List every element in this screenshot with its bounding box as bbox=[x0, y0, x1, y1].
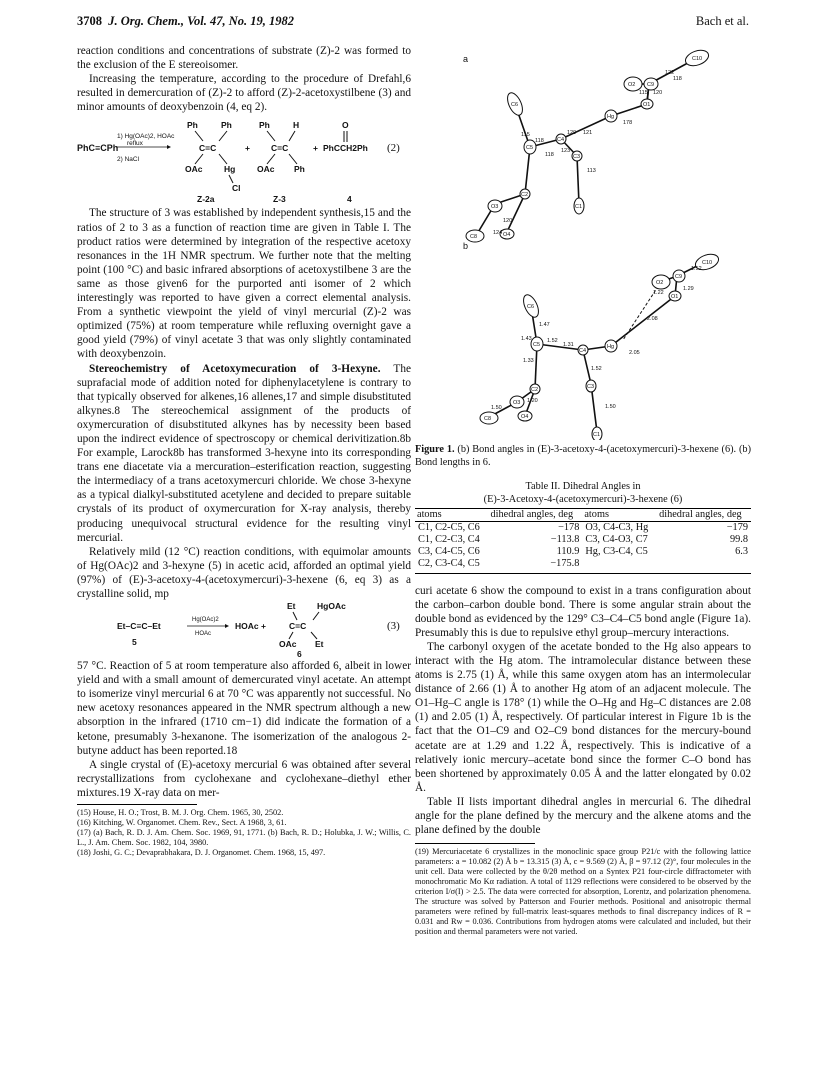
svg-text:+: + bbox=[245, 143, 250, 154]
svg-text:OAc: OAc bbox=[185, 164, 203, 175]
footnotes bbox=[77, 808, 411, 858]
svg-text:113: 113 bbox=[587, 168, 596, 174]
footnote: (19) Mercuriacetate 6 crystallizes in the monoclinic space group P21/c with the following lattice parameters: a = 10.082 (2) Å b = 13.315 (3) Å, c = 9.569 (2) Å, β = 97.12 (2)°, four molecules in the unit cell. Data were collected by the θ/2θ method on a Syntex P21 four-circle diffractometer with monochromatic Mo Kα radiation. A total of 1129 reflections were considered to be observed by the criterion I/σ(I) > 2.5. The data were corrected for absorption, Lorentz, and polarization phenomena. The structure was solved by Patterson and Fourier methods. Positional and anisotropic thermal parameters were refined by full-matrix least-squares methods to final discrepancy indices of R = 0.031 and Rw = 0.036. Contributions from hydrogen atoms were calculated and included, but their position and thermal parameters were not varied. bbox=[415, 847, 751, 937]
figure-caption: Figure 1. (b) Bond angles in (E)-3-acetoxy-4-(acetoxymercuri)-3-hexene (6). (b) Bond lengths in 6. bbox=[415, 444, 751, 468]
panel-b-label: b bbox=[463, 241, 469, 251]
ortep-panel-b bbox=[491, 262, 705, 432]
table-dihedral-angles bbox=[415, 508, 751, 574]
paragraph: reaction conditions and concentrations of substrate (Z)-2 was formed to the exclusion of the E stereoisomer. bbox=[77, 45, 411, 72]
footnote-rule bbox=[77, 804, 197, 805]
panel-a-label: a bbox=[463, 54, 469, 64]
svg-text:C=C: C=C bbox=[199, 143, 217, 154]
col-header: dihedral angles, deg bbox=[490, 509, 574, 520]
svg-text:O2: O2 bbox=[656, 280, 664, 286]
svg-text:1.20: 1.20 bbox=[527, 398, 538, 404]
col-header: atoms bbox=[584, 509, 609, 520]
footnote: (18) Joshi, G. C.; Devaprabhakara, D. J. Organomet. Chem. 1968, 15, 497. bbox=[77, 848, 326, 858]
svg-text:Hg: Hg bbox=[224, 164, 236, 175]
svg-text:C8: C8 bbox=[470, 234, 478, 240]
svg-text:124: 124 bbox=[493, 230, 503, 236]
ortep-labels-b bbox=[484, 260, 712, 438]
figure-1 bbox=[415, 44, 751, 440]
svg-text:C1: C1 bbox=[593, 432, 601, 438]
svg-text:1.52: 1.52 bbox=[591, 366, 602, 372]
eq3-reactant: Et–C≡C–Et bbox=[117, 621, 161, 632]
svg-text:Hg: Hg bbox=[607, 114, 615, 120]
svg-text:C5: C5 bbox=[526, 145, 534, 151]
paragraph: Stereochemistry of Acetoxymecuration of 3-Hexyne. The suprafacial mode of addition noted for diphenylacetylene is contrary to that typically observed for alkenes,16 allenes,17 and simple disubstituted alkynes.8 The stereochemical assignment of the products of oxymercuration of disubstituted alkynes has by necessity been based upon the indirect evidence of spectroscopy or chemical derivitization.8b For example, Larock8b has transformed 3-hexyne into its corresponding trans ene diacetate via a mercuration–esterification reaction, suggesting the intermediacy of a trans acetoxymercuri chloride. We chose 3-hexyne as a typical dialkyl-substituted acetylene and decided to prepare suitable crystals of its product of oxymercuration for X-ray analysis, thereby producing unequivocal structural evidence for the resulting vinyl mercurial. bbox=[77, 362, 411, 544]
eq2-step1: 1) Hg(OAc)2, HOAc bbox=[117, 133, 175, 141]
svg-text:1.50: 1.50 bbox=[491, 405, 502, 411]
svg-text:115: 115 bbox=[521, 132, 530, 138]
svg-text:OAc: OAc bbox=[257, 164, 275, 175]
svg-text:129: 129 bbox=[567, 130, 577, 136]
svg-text:C6: C6 bbox=[527, 304, 535, 310]
paragraph: The carbonyl oxygen of the acetate bonded to the Hg also appears to interact with the Hg atom. The intramolecular distance between these atoms is 2.75 (1) Å, while this same oxygen atom has an intermolecular distance of 2.66 (1) Å to another Hg atom of an adjacent molecule. The O1–Hg–C angle is 178° (1) while the O–Hg and Hg–C distances are 2.08 (1) and 2.05 (1) Å, respectively. Of particular interest in Figure 1b is the fact that the O1–C9 and O2–C9 bond distances for the mercury-bound acetate are at 1.29 and 1.22 Å, respectively. This is indicative of a relatively ionic mercury–acetate bond since the former C–O bond has been shortened by approximately 0.05 Å and the latter elongated by 0.02 Å. bbox=[415, 640, 751, 794]
paragraph: Increasing the temperature, according to the procedure of Drefahl,6 resulted in demercuration of (Z)-2 to afford (Z)-2-acetoxystilbene (3) and minor amounts of deoxybenzoin (4, eq 2). bbox=[77, 73, 411, 114]
svg-text:118: 118 bbox=[545, 152, 554, 158]
svg-text:118: 118 bbox=[673, 76, 682, 82]
equation-2-scheme bbox=[77, 114, 411, 206]
eq2-label-4: 4 bbox=[347, 194, 352, 205]
svg-text:Ph: Ph bbox=[259, 120, 270, 131]
svg-text:122: 122 bbox=[665, 70, 675, 76]
eq3-label-6: 6 bbox=[297, 649, 302, 660]
section-heading: Stereochemistry of Acetoxymecuration of 3-Hexyne. bbox=[89, 362, 381, 375]
eq2-label-z2a: Z-2a bbox=[197, 194, 215, 205]
svg-text:120: 120 bbox=[653, 90, 663, 96]
svg-text:1.52: 1.52 bbox=[691, 266, 702, 272]
eq3-reagent: Hg(OAc)2 bbox=[192, 617, 219, 624]
svg-text:O1: O1 bbox=[643, 102, 651, 108]
svg-text:C3: C3 bbox=[573, 154, 581, 160]
svg-text:Ph: Ph bbox=[294, 164, 305, 175]
svg-text:Ph: Ph bbox=[187, 120, 198, 131]
eq2-product4: PhCCH2Ph bbox=[323, 143, 368, 154]
svg-text:Ph: Ph bbox=[221, 120, 232, 131]
svg-text:1.50: 1.50 bbox=[605, 404, 616, 410]
equation-2 bbox=[77, 114, 411, 206]
paragraph: curi acetate 6 show the compound to exist in a trans configuration about the carbon–carbon double bond. There is some angular strain about the double bond as evidenced by the 129° C3–C4–C5 bond angle (Figure 1a). Presumably this is due to repulsive ethyl group–mercury interactions. bbox=[415, 584, 751, 639]
svg-text:115: 115 bbox=[639, 90, 648, 96]
svg-text:C4: C4 bbox=[579, 348, 587, 354]
svg-text:1.47: 1.47 bbox=[539, 322, 550, 328]
svg-text:+: + bbox=[313, 143, 318, 154]
eq2-step2: 2) NaCl bbox=[117, 156, 140, 164]
svg-text:O3: O3 bbox=[491, 204, 499, 210]
svg-text:123: 123 bbox=[561, 148, 571, 154]
svg-text:118: 118 bbox=[535, 138, 544, 144]
svg-text:1.52: 1.52 bbox=[547, 338, 558, 344]
eq2-label-z3: Z-3 bbox=[273, 194, 286, 205]
svg-text:C9: C9 bbox=[675, 274, 683, 280]
svg-text:O: O bbox=[342, 120, 349, 131]
eq3-label-5: 5 bbox=[132, 637, 137, 648]
svg-text:Cl: Cl bbox=[232, 183, 241, 194]
equation-3 bbox=[77, 601, 411, 659]
eq3-plus: HOAc + bbox=[235, 621, 266, 632]
figure-1-drawings bbox=[415, 44, 751, 440]
svg-text:H: H bbox=[293, 120, 300, 131]
svg-text:HgOAc: HgOAc bbox=[317, 601, 346, 612]
ortep-atoms-b bbox=[480, 251, 721, 440]
svg-text:2.05: 2.05 bbox=[629, 350, 640, 356]
svg-text:C2: C2 bbox=[521, 192, 529, 198]
svg-text:O4: O4 bbox=[521, 414, 529, 420]
svg-text:C5: C5 bbox=[533, 342, 541, 348]
col-header: dihedral angles, deg bbox=[659, 509, 742, 520]
paragraph: The structure of 3 was established by independent synthesis,15 and the ratios of 2 to 3 as a function of reaction time are given in Table I. The product ratios were determined by integration of the respective acetoxy resonances in the 1H NMR spectrum. We further note that the melting point (100 °C) and basic infrared absorptions of acetoxystilbene 3 are the same as those given6 for the purported anti isomer of 2 which interestingly was reported to have given a correct elemental analysis. From a synthetic viewpoint the yield of vinyl mercurial (Z)-2 was optimized (75%) at room temperature while refluxing overnight gave a good yield (79%) of vinyl acetate 3 that was only slightly contaminated with deoxybenzoin. bbox=[77, 207, 411, 361]
table-row: C1, C2-C3, C4 −113.8 C3, C4-O3, C7 99.8 bbox=[418, 533, 748, 545]
paragraph: 57 °C. Reaction of 5 at room temperature also afforded 6, albeit in lower yield and with a small amount of demercurated vinyl acetate. An attempt to isomerize vinyl mercurial 6 at 70 °C was apparently not successful. No new acetoxy resonances appeared in the NMR spectrum although a new absorption in the infrared (1710 cm−1) did indicate the formation of a ketone, presumably 3-hexanone. The isomerization of the analogous 2-butyne adduct has been reported.18 bbox=[77, 660, 411, 757]
eq2-reactant: PhC≡CPh bbox=[77, 143, 119, 154]
svg-text:1.22: 1.22 bbox=[653, 290, 664, 296]
svg-text:C6: C6 bbox=[511, 102, 519, 108]
svg-text:178: 178 bbox=[623, 120, 633, 126]
table-title: Table II. Dihedral Angles in (E)-3-Acetoxy-4-(acetoxymercuri)-3-hexene (6) bbox=[483, 481, 683, 505]
svg-text:O2: O2 bbox=[628, 82, 636, 88]
svg-text:OAc: OAc bbox=[279, 639, 297, 650]
eq2-cond: reflux bbox=[127, 140, 143, 148]
equation-3-scheme bbox=[77, 601, 411, 659]
svg-text:1.31: 1.31 bbox=[563, 342, 574, 348]
journal-citation: 3708 J. Org. Chem., Vol. 47, No. 19, 1982 bbox=[77, 14, 295, 28]
paragraph: Table II lists important dihedral angles in mercurial 6. The dihedral angle for the plane defined by the mercury and the alkene atoms and the plane defined by the double bbox=[415, 795, 751, 837]
footnote: (15) House, H. O.; Trost, B. M. J. Org. Chem. 1965, 30, 2502. bbox=[77, 808, 284, 818]
svg-text:C2: C2 bbox=[531, 387, 539, 393]
svg-text:C=C: C=C bbox=[289, 621, 307, 632]
svg-text:C=C: C=C bbox=[271, 143, 289, 154]
paragraph: A single crystal of (E)-acetoxy mercurial 6 was obtained after several recrystallizations from cyclohexane and cyclohexane–diethyl ether mixtures.19 X-ray data on mer- bbox=[77, 758, 411, 799]
footnote: (16) Kitching, W. Organomet. Chem. Rev., Sect. A 1968, 3, 61. bbox=[77, 818, 287, 828]
table-row: C2, C3-C4, C5 −175.8 bbox=[418, 557, 580, 569]
svg-text:C8: C8 bbox=[484, 416, 492, 422]
right-column bbox=[415, 44, 751, 937]
svg-text:Et: Et bbox=[315, 639, 324, 650]
svg-text:2.08: 2.08 bbox=[647, 316, 658, 322]
ortep-labels-a bbox=[470, 56, 702, 240]
svg-text:C1: C1 bbox=[575, 204, 583, 210]
svg-text:C10: C10 bbox=[692, 56, 703, 62]
eq3-number: (3) bbox=[387, 620, 400, 633]
svg-text:120: 120 bbox=[503, 218, 513, 224]
svg-text:1.33: 1.33 bbox=[523, 358, 534, 364]
svg-text:Et: Et bbox=[287, 601, 296, 612]
col-header: atoms bbox=[417, 509, 442, 520]
table-row: C3, C4-C5, C6 110.9 Hg, C3-C4, C5 6.3 bbox=[418, 545, 748, 557]
svg-text:O3: O3 bbox=[513, 400, 521, 406]
svg-text:C3: C3 bbox=[587, 384, 595, 390]
table-row: C1, C2-C5, C6 −178 O3, C4-C3, Hg −179 bbox=[418, 521, 748, 533]
svg-text:C4: C4 bbox=[557, 137, 565, 143]
footnote: (17) (a) Bach, R. D. J. Am. Chem. Soc. 1969, 91, 1771. (b) Bach, R. D.; Holubka, J. W.; Willis, C. L., J. Am. Chem. Soc. 1982, 104, 3980. bbox=[77, 828, 411, 848]
paragraph: Relatively mild (12 °C) reaction conditions, with equimolar amounts of Hg(OAc)2 and 3-hexyne (5) in acetic acid, afforded an optimal yield (97%) of (E)-3-acetoxy-4-(acetoxymercuri)-3-hexene (6, eq 3) as a crystalline solid, mp bbox=[77, 545, 411, 600]
svg-text:O1: O1 bbox=[671, 294, 679, 300]
eq3-solvent: HOAc bbox=[195, 631, 212, 638]
svg-text:O4: O4 bbox=[503, 232, 511, 238]
ortep-panel-a bbox=[477, 58, 697, 234]
footnote-rule bbox=[415, 843, 535, 844]
svg-text:C9: C9 bbox=[647, 82, 655, 88]
eq2-number: (2) bbox=[387, 142, 400, 155]
left-column bbox=[77, 44, 411, 858]
svg-text:C10: C10 bbox=[702, 260, 713, 266]
svg-text:1.29: 1.29 bbox=[683, 286, 694, 292]
authors: Bach et al. bbox=[695, 14, 749, 28]
svg-text:1.43: 1.43 bbox=[521, 336, 532, 342]
svg-text:121: 121 bbox=[583, 130, 593, 136]
svg-text:Hg: Hg bbox=[607, 344, 615, 350]
